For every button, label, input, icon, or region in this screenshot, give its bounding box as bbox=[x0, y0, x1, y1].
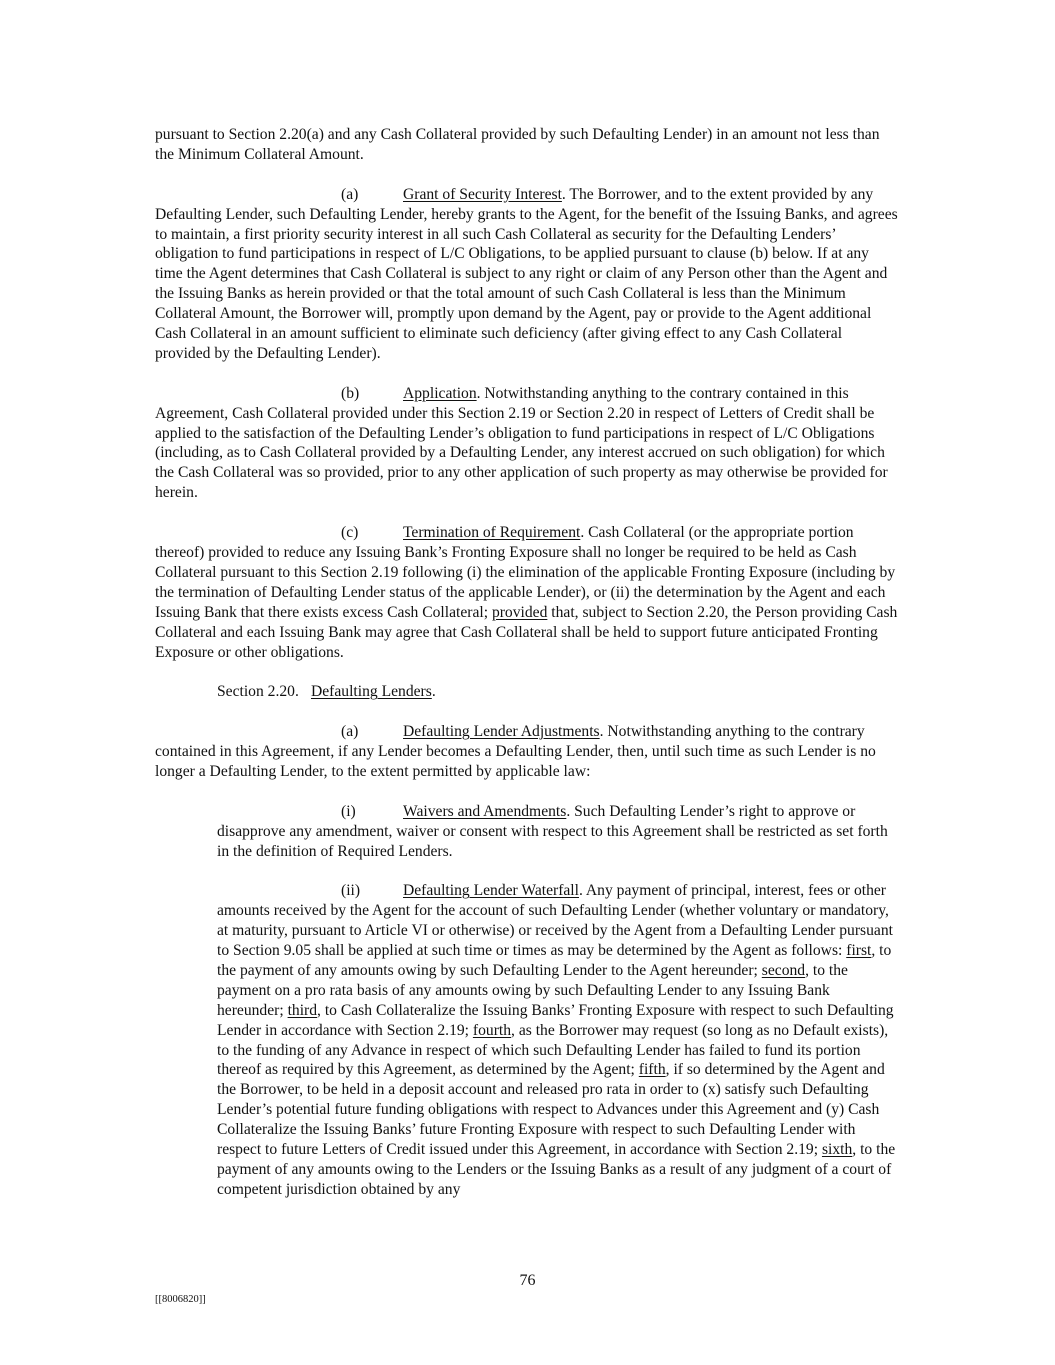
clause-heading: Defaulting Lender Waterfall bbox=[403, 882, 579, 900]
clause-text: , to the payment of any amounts owing to the Lenders or the Issuing Banks as a result of any judgment of a court of competent jurisdiction obtained by any bbox=[217, 1141, 896, 1198]
ordinal-third: third bbox=[287, 1001, 318, 1019]
provided-term: provided bbox=[491, 603, 548, 621]
section-number: Section 2.20. bbox=[217, 683, 299, 701]
clause-label: (c) bbox=[341, 524, 359, 542]
clause-heading: Termination of Requirement bbox=[403, 524, 581, 542]
clause-text: . Such Defaulting Lender’s right to approve or disapprove any amendment, waiver or consent with respect to this Agreement shall be restricted as set forth in the definition of Required Lenders. bbox=[217, 802, 888, 860]
paragraph-c-termination-of-requirement bbox=[155, 523, 900, 662]
clause-label: (a) bbox=[341, 723, 359, 741]
section-period: . bbox=[431, 683, 436, 701]
clause-text: . Cash Collateral (or the appropriate portion thereof) provided to reduce any Issuing Bank’s Fronting Exposure shall no longer be required to be held as Cash Collateral pursuant to this Section 2.19 following (i) the elimination of the applicable Fronting Exposure (including by the termination of Defaulting Lender status of the applicable Lender), or (ii) the determination by the Agent and each Issuing Bank that there exists excess Cash Collateral; bbox=[155, 524, 896, 621]
paragraph-a-defaulting-lender-adjustments bbox=[155, 722, 900, 782]
clause-label: (a) bbox=[341, 185, 359, 203]
clause-text: , to the payment on a pro rata basis of any amounts owing by such Defaulting Lender to any Issuing Bank hereunder; bbox=[217, 961, 848, 1019]
clause-text: . Any payment of principal, interest, fees or other amounts received by the Agent for the account of such Defaulting Lender (whether voluntary or mandatory, at maturity, pursuant to Article VI or otherwise) or received by the Agent from a Defaulting Lender pursuant to Section 9.05 shall be applied at such time or times as may be determined by the Agent as follows: bbox=[217, 882, 893, 960]
clause-heading: Application bbox=[403, 384, 477, 402]
paragraph-i-waivers-and-amendments bbox=[217, 802, 900, 862]
clause-text: . Notwithstanding anything to the contrary contained in this Agreement, if any Lender becomes a Defaulting Lender, then, until such time as such Lender is no longer a Defaulting Lender, to the extent permitted by applicable law: bbox=[155, 723, 876, 780]
clause-heading: Defaulting Lender Adjustments bbox=[403, 723, 600, 741]
document-id: [[8006820]] bbox=[155, 1294, 206, 1305]
clause-heading: Grant of Security Interest bbox=[403, 185, 562, 203]
clause-label: (i) bbox=[341, 802, 356, 820]
clause-text: , as the Borrower may request (so long as no Default exists), to the funding of any Advance in respect of which such Defaulting Lender has failed to fund its portion thereof as required by this Agreement, as determined by the Agent; bbox=[217, 1021, 889, 1079]
ordinal-second: second bbox=[761, 961, 806, 979]
paragraph-a-grant-of-security-interest bbox=[155, 185, 900, 364]
paragraph-text: pursuant to Section 2.20(a) and any Cash Collateral provided by such Defaulting Lender) in an amount not less than the Minimum Collateral Amount. bbox=[155, 126, 880, 163]
ordinal-fourth: fourth bbox=[472, 1021, 512, 1039]
ordinal-first: first bbox=[846, 942, 872, 960]
section-title: Defaulting Lenders bbox=[311, 683, 432, 701]
section-heading bbox=[217, 682, 900, 702]
paragraph-ii-defaulting-lender-waterfall bbox=[217, 881, 900, 1200]
clause-text: that, subject to Section 2.20, the Person providing Cash Collateral and each Issuing Bank may agree that Cash Collateral shall be held to support future anticipated Fronting Exposure or other obligations. bbox=[155, 603, 898, 661]
paragraph-b-application bbox=[155, 384, 900, 503]
page-number: 76 bbox=[519, 1272, 536, 1289]
clause-heading: Waivers and Amendments bbox=[403, 802, 567, 820]
clause-text: , to Cash Collateralize the Issuing Banks’ Fronting Exposure with respect to such Defaulting Lender in accordance with Section 2.19; bbox=[217, 1001, 894, 1039]
paragraph-continuation bbox=[155, 125, 900, 165]
clause-text: . Notwithstanding anything to the contrary contained in this Agreement, Cash Collateral provided under this Section 2.19 or Section 2.20 in respect of Letters of Credit shall be applied to the satisfaction of the Defaulting Lender’s obligation to fund participations in respect of L/C Obligations (including, as to Cash Collateral provided by a Defaulting Lender, any interest accrued on such obligation) for which the Cash Collateral was so provided, prior to any other application of such property as may otherwise be provided for herein. bbox=[155, 384, 888, 502]
clause-text: , to the payment of any amounts owing by such Defaulting Lender to the Agent hereunder; bbox=[217, 942, 892, 979]
ordinal-fifth: fifth bbox=[638, 1061, 666, 1079]
clause-label: (b) bbox=[341, 384, 360, 402]
document-body bbox=[155, 125, 900, 1220]
clause-label: (ii) bbox=[341, 882, 361, 900]
clause-text: , if so determined by the Agent and the Borrower, to be held in a deposit account and released pro rata in order to (x) satisfy such Defaulting Lender’s potential future funding obligations with respect to Advances under this Agreement and (y) Cash Collateralize the Issuing Banks’ future Fronting Exposure with respect to such Defaulting Lender with respect to future Letters of Credit issued under this Agreement, in accordance with Section 2.19; bbox=[217, 1061, 885, 1159]
ordinal-sixth: sixth bbox=[821, 1141, 853, 1159]
clause-text: . The Borrower, and to the extent provided by any Defaulting Lender, such Defaulting Lender, hereby grants to the Agent, for the benefit of the Issuing Banks, and agrees to maintain, a first priority security interest in all such Cash Collateral as security for the Defaulting Lenders’ obligation to fund participations in respect of L/C Obligations, to be applied pursuant to clause (b) below. If at any time the Agent determines that Cash Collateral is subject to any right or claim of any Person other than the Agent and the Issuing Banks as herein provided or that the total amount of such Cash Collateral is less than the Minimum Collateral Amount, the Borrower will, promptly upon demand by the Agent, pay or provide to the Agent additional Cash Collateral in an amount sufficient to eliminate such deficiency (after giving effect to any Cash Collateral provided by the Defaulting Lender). bbox=[155, 185, 898, 362]
